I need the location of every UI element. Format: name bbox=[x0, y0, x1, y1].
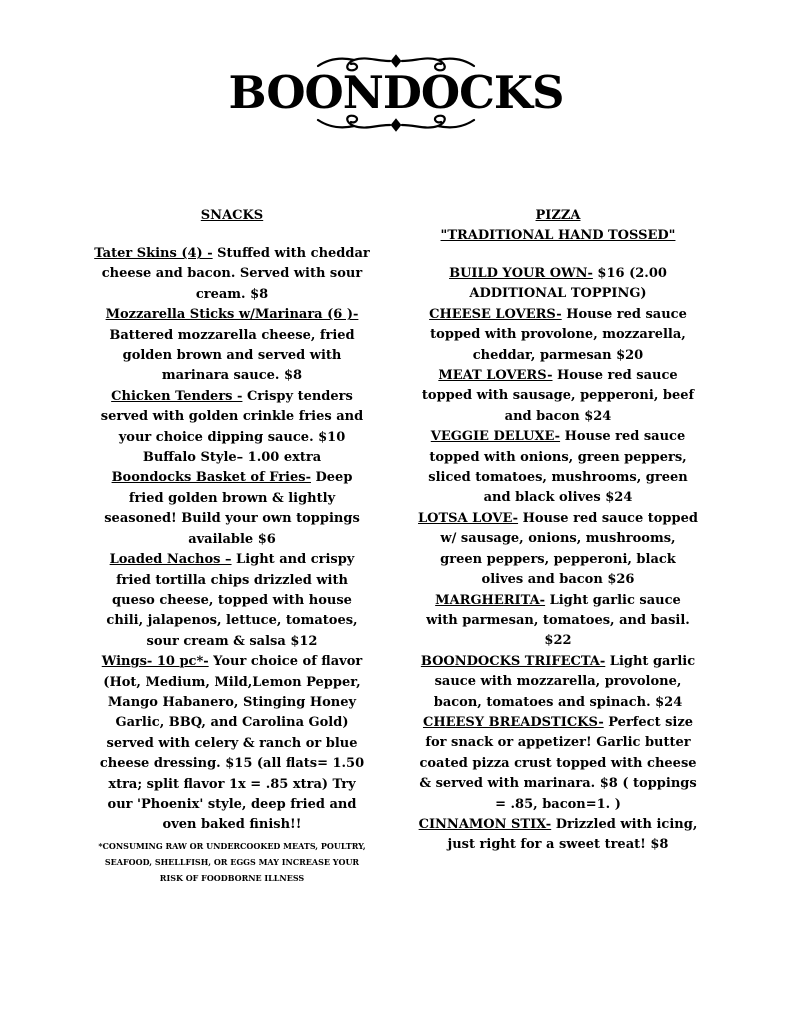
foodborne-warning: *CONSUMING RAW OR UNDERCOOKED MEATS, POULTRY, SEAFOOD, SHELLFISH, OR EGGS MAY INCREASE YOUR RISK OF FOODBORNE ILLNESS bbox=[98, 840, 366, 883]
menu-item bbox=[94, 305, 370, 387]
item-description: Light and crispy fried tortilla chips drizzled with queso cheese, topped with house chili, jalapenos, lettuce, tomatoes, sour cream & salsa $12 bbox=[106, 552, 358, 649]
item-name: VEGGIE DELUXE- bbox=[430, 429, 561, 445]
item-name: BUILD YOUR OWN- bbox=[449, 266, 593, 281]
item-description: Your choice of flavor (Hot, Medium, Mild,Lemon Pepper, Mango Habanero, Stinging Honey Garlic, BBQ, and Carolina Gold) served with celery & ranch or blue cheese dressing. $15 (all flats= 1.50 xtra; split flavor 1x = .85 xtra) Try our 'Phoenix' style, deep fried and oven baked finish!! bbox=[99, 654, 365, 833]
menu-item bbox=[94, 652, 370, 836]
item-description: Crispy tenders served with golden crinkle fries and your choice dipping sauce. $10 Buffalo Style– 1.00 extra bbox=[100, 388, 364, 466]
menu-item bbox=[94, 550, 370, 652]
menu-item bbox=[418, 264, 698, 305]
menu-item bbox=[418, 366, 698, 427]
menu-item bbox=[94, 387, 370, 469]
logo bbox=[206, 52, 586, 134]
spacer bbox=[418, 246, 698, 264]
item-description: House red sauce topped w/ sausage, onions, mushrooms, green peppers, pepperoni, black olives and bacon $26 bbox=[440, 510, 698, 588]
item-description: Stuffed with cheddar cheese and bacon. Served with sour cream. $8 bbox=[101, 246, 370, 302]
item-name: LOTSA LOVE- bbox=[418, 510, 519, 526]
item-description: House red sauce topped with onions, green peppers, sliced tomatoes, mushrooms, green and black olives $24 bbox=[428, 429, 688, 506]
pizza-section bbox=[418, 206, 698, 856]
item-name: Chicken Tenders - bbox=[111, 388, 243, 404]
menu-item bbox=[418, 591, 698, 652]
item-description: Battered mozzarella cheese, fried golden brown and served with marinara sauce. $8 bbox=[109, 327, 355, 384]
item-name: CHEESY BREADSTICKS- bbox=[422, 714, 604, 730]
menu-item bbox=[418, 815, 698, 856]
item-description: House red sauce topped with provolone, mozzarella, cheddar, parmesan $20 bbox=[430, 306, 687, 363]
item-name: BOONDOCKS TRIFECTA- bbox=[420, 653, 606, 669]
spacer bbox=[94, 226, 370, 244]
item-description: Drizzled with icing, just right for a sweet treat! $8 bbox=[447, 816, 698, 853]
menu-item bbox=[94, 468, 370, 550]
item-name: Tater Skins (4) - bbox=[94, 246, 213, 261]
item-name: Wings- 10 pc*- bbox=[101, 654, 209, 670]
menu-item bbox=[418, 427, 698, 509]
item-description: Light garlic sauce with mozzarella, provolone, bacon, tomatoes and spinach. $24 bbox=[433, 653, 696, 710]
item-name: Loaded Nachos – bbox=[109, 552, 232, 568]
menu-item bbox=[418, 305, 698, 366]
item-description: House red sauce topped with sausage, pepperoni, beef and bacon $24 bbox=[421, 368, 695, 424]
item-description: $16 (2.00 ADDITIONAL TOPPING) bbox=[469, 266, 667, 302]
item-name: MARGHERITA- bbox=[435, 592, 546, 608]
menu-item bbox=[94, 244, 370, 305]
item-description: Perfect size for snack or appetizer! Garlic butter coated pizza crust topped with cheese & served with marinara. $8 ( toppings = .85, bacon=1. ) bbox=[419, 714, 697, 812]
menu-item bbox=[418, 652, 698, 713]
item-description: Light garlic sauce with parmesan, tomatoes, and basil. $22 bbox=[426, 592, 690, 649]
snacks-title: SNACKS bbox=[200, 208, 264, 223]
snacks-section bbox=[94, 206, 370, 886]
item-name: MEAT LOVERS- bbox=[438, 368, 553, 384]
menu-item bbox=[418, 713, 698, 815]
item-name: CHEESE LOVERS- bbox=[429, 306, 562, 322]
item-name: Mozzarella Sticks w/Marinara (6 )- bbox=[105, 307, 359, 323]
pizza-title: PIZZA bbox=[535, 208, 581, 223]
menu-item bbox=[418, 509, 698, 591]
item-name: Boondocks Basket of Fries- bbox=[111, 470, 311, 486]
item-name: CINNAMON STIX- bbox=[418, 816, 552, 832]
item-description: Deep fried golden brown & lightly seasoned! Build your own toppings available $6 bbox=[104, 470, 360, 547]
pizza-subtitle: "TRADITIONAL HAND TOSSED" bbox=[440, 228, 676, 243]
logo-text: BOONDOCKS bbox=[228, 66, 564, 119]
